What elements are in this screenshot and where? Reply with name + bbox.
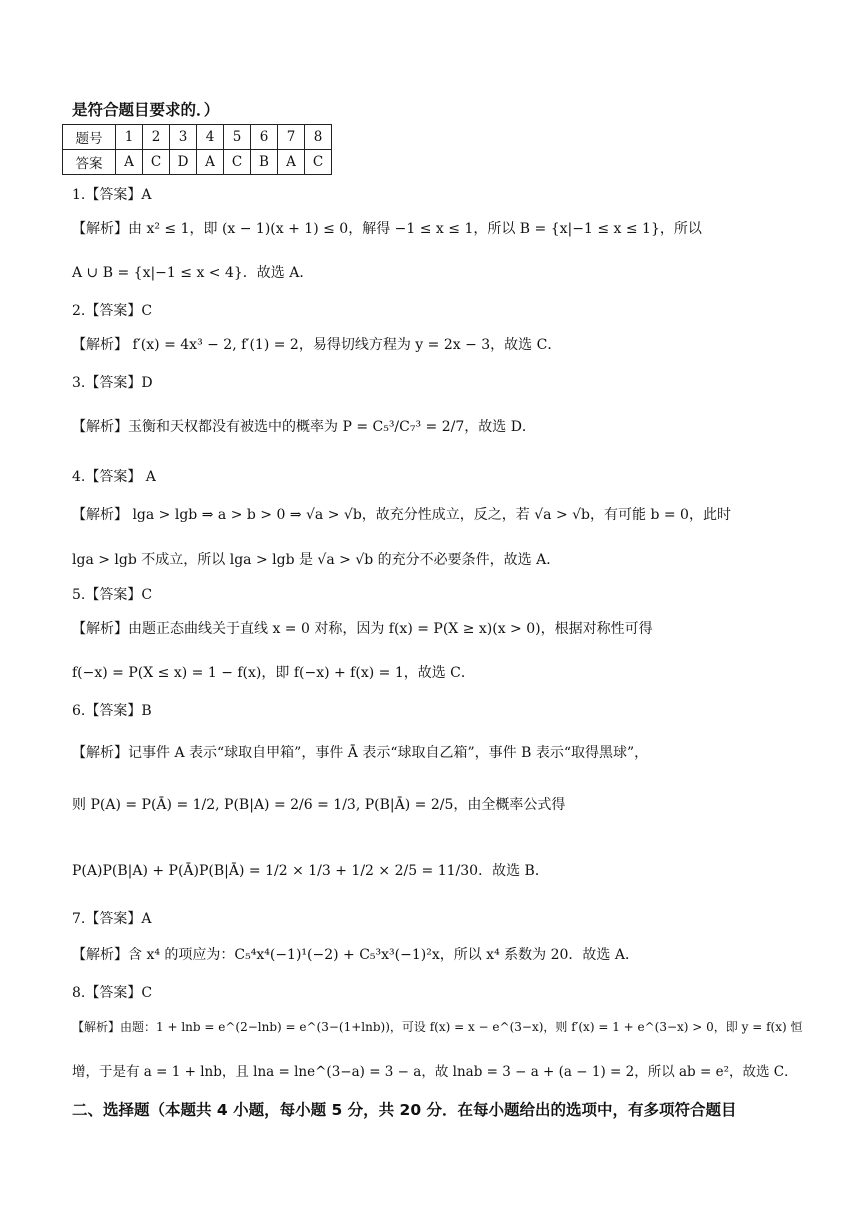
- section-heading-two: 二、选择题（本题共 4 小题，每小题 5 分，共 20 分．在每小题给出的选项中，有多项符合题目: [72, 1101, 737, 1119]
- explanation-5-line-2: f(−x) = P(X ≤ x) = 1 − f(x)，即 f(−x) + f(x) = 1，故选 C．: [72, 665, 475, 681]
- table-answer: A: [197, 150, 224, 175]
- answer-table: [62, 124, 332, 175]
- section-heading-continued: 是符合题目要求的．）: [72, 101, 220, 119]
- answer-4-label: 4.【答案】 A: [72, 469, 156, 485]
- explanation-2-line-1: 【解析】 f′(x) = 4x³ − 2, f′(1) = 2，易得切线方程为 y = 2x − 3，故选 C．: [72, 337, 562, 353]
- answer-table-answer-row: [63, 150, 332, 175]
- table-number: 8: [305, 125, 332, 150]
- table-answer: B: [251, 150, 278, 175]
- answer-1-label: 1.【答案】A: [72, 187, 152, 203]
- explanation-3-line-1: 【解析】玉衡和天权都没有被选中的概率为 P = C₅³/C₇³ = 2/7，故选 D．: [72, 419, 536, 435]
- table-number: 4: [197, 125, 224, 150]
- table-answer: A: [278, 150, 305, 175]
- answer-3-label: 3.【答案】D: [72, 375, 153, 391]
- table-answer: D: [170, 150, 197, 175]
- table-answer: A: [116, 150, 143, 175]
- explanation-6-line-2: 则 P(A) = P(Ā) = 1/2, P(B|A) = 2/6 = 1/3, P(B|Ā) = 2/5，由全概率公式得: [72, 797, 566, 813]
- table-number: 1: [116, 125, 143, 150]
- explanation-1-line-1: 【解析】由 x² ≤ 1，即 (x − 1)(x + 1) ≤ 0，解得 −1 ≤ x ≤ 1，所以 B = {x|−1 ≤ x ≤ 1}，所以: [72, 221, 702, 237]
- explanation-7-line-1: 【解析】含 x⁴ 的项应为：C₅⁴x⁴(−1)¹(−2) + C₅³x³(−1)²x，所以 x⁴ 系数为 20．故选 A．: [72, 947, 639, 963]
- answer-7-label: 7.【答案】A: [72, 911, 152, 927]
- table-answer: C: [305, 150, 332, 175]
- table-number: 7: [278, 125, 305, 150]
- explanation-6-line-3: P(A)P(B|A) + P(Ā)P(B|Ā) = 1/2 × 1/3 + 1/2 × 2/5 = 11/30．故选 B．: [72, 863, 549, 879]
- explanation-8-line-2: 增，于是有 a = 1 + lnb，且 lna = lne^(3−a) = 3 − a，故 lnab = 3 − a + (a − 1) = 2，所以 ab = e²，故选 C．: [72, 1064, 798, 1080]
- explanation-6-line-1: 【解析】记事件 A 表示“球取自甲箱”，事件 Ā 表示“球取自乙箱”，事件 B 表示“取得黑球”，: [72, 745, 649, 761]
- answer-2-label: 2.【答案】C: [72, 303, 153, 319]
- explanation-8-line-1: 【解析】由题：1 + lnb = e^(2−lnb) = e^(3−(1+lnb))，可设 f(x) = x − e^(3−x)，则 f′(x) = 1 + e^(3−x) > 0，即 y = f(x) 恒: [72, 1020, 803, 1034]
- table-answer-label: 答案: [63, 150, 116, 175]
- table-number: 3: [170, 125, 197, 150]
- explanation-4-line-1: 【解析】 lga > lgb ⇒ a > b > 0 ⇒ √a > √b，故充分性成立，反之，若 √a > √b，有可能 b = 0，此时: [72, 507, 731, 523]
- table-number: 2: [143, 125, 170, 150]
- answer-6-label: 6.【答案】B: [72, 703, 152, 719]
- table-header-label: 题号: [63, 125, 116, 150]
- explanation-5-line-1: 【解析】由题正态曲线关于直线 x = 0 对称，因为 f(x) = P(X ≥ x)(x > 0)，根据对称性可得: [72, 621, 653, 637]
- explanation-4-line-2: lga > lgb 不成立，所以 lga > lgb 是 √a > √b 的充分不必要条件，故选 A．: [72, 552, 561, 568]
- table-answer: C: [224, 150, 251, 175]
- table-number: 5: [224, 125, 251, 150]
- table-answer: C: [143, 150, 170, 175]
- table-number: 6: [251, 125, 278, 150]
- answer-5-label: 5.【答案】C: [72, 587, 153, 603]
- explanation-1-line-2: A ∪ B = {x|−1 ≤ x < 4}．故选 A．: [72, 265, 314, 281]
- answer-table-number-row: [63, 125, 332, 150]
- answer-8-label: 8.【答案】C: [72, 985, 153, 1001]
